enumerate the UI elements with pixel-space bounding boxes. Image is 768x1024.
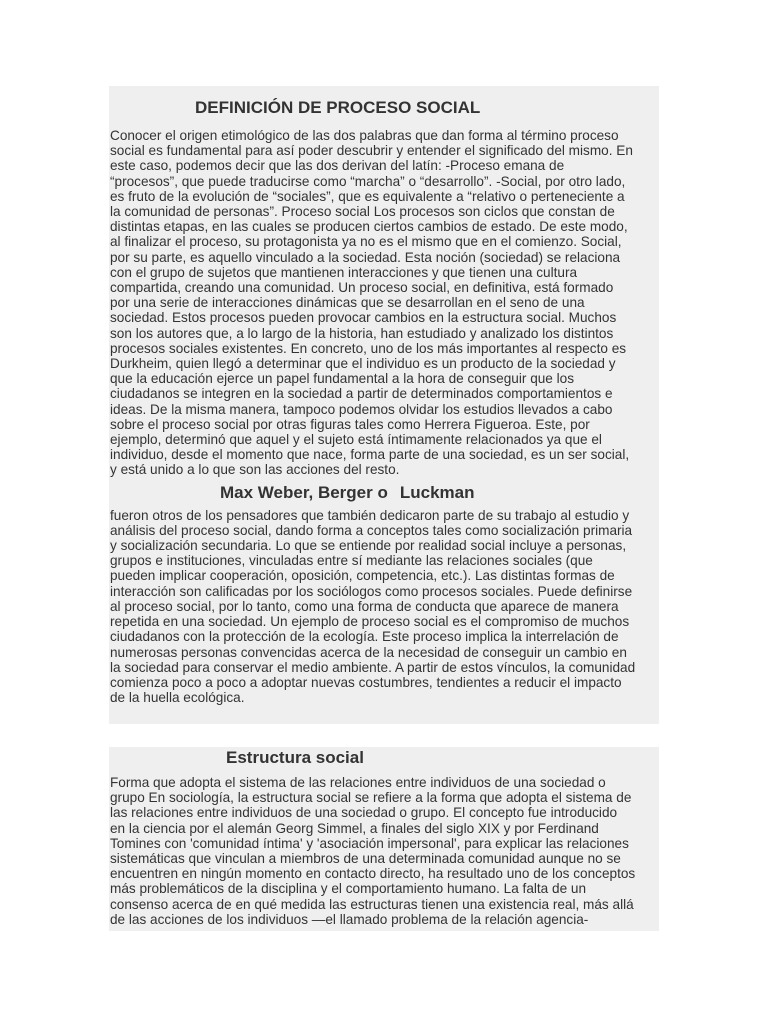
- text-line: sociedad. Estos procesos pueden provocar cambios en la estructura social. Muchos: [110, 310, 617, 326]
- paragraph-estructura: [110, 775, 658, 927]
- text-line: repetida en una sociedad. Un ejemplo de proceso social es el compromiso de muchos: [110, 614, 630, 630]
- section-title-definicion: DEFINICIÓN DE PROCESO SOCIAL: [195, 98, 481, 117]
- text-line: ciudadanos se integren en la sociedad a partir de determinados comportamientos e: [110, 386, 613, 402]
- text-line: encuentren en ningún momento en contacto directo, ha resultado uno de los conceptos: [110, 866, 636, 882]
- paragraph-authors: [110, 508, 658, 706]
- text-line: social es fundamental para así poder descubrir y entender el significado del mismo. En: [110, 143, 633, 159]
- text-line: y está unido a lo que son las acciones del resto.: [110, 462, 400, 478]
- text-line: la sociedad para conservar el medio ambiente. A partir de estos vínculos, la comunidad: [110, 659, 636, 675]
- text-line: es fruto de la evolución de “sociales”, que es equivalente a “relativo o perteneciente a: [110, 188, 625, 204]
- text-line: que la educación ejerce un papel fundamental a la hora de conseguir que los: [110, 371, 575, 387]
- text-line: por una serie de interacciones dinámicas que se desarrollan en el seno de una: [110, 295, 585, 311]
- text-line: ciudadanos con la protección de la ecología. Este proceso implica la interrelación de: [110, 629, 619, 645]
- text-line: Durkheim, quien llegó a determinar que el individuo es un producto de la sociedad y: [110, 356, 616, 372]
- text-line: fueron otros de los pensadores que también dedicaron parte de su trabajo al estudio y: [110, 507, 630, 523]
- text-line: individuo, desde el momento que nace, forma parte de una sociedad, es un ser social,: [110, 447, 630, 463]
- text-line: ideas. De la misma manera, tampoco podemos olvidar los estudios llevados a cabo: [110, 401, 613, 417]
- text-block-proceso-social: [109, 86, 659, 724]
- text-line: las relaciones entre individuos de una sociedad o grupo. El concepto fue introducido: [110, 805, 618, 821]
- text-line: Tomines con 'comunidad íntima' y 'asociación impersonal', para explicar las relaciones: [110, 835, 629, 851]
- text-line: procesos sociales existentes. En concreto, uno de los más importantes al respecto es: [110, 340, 627, 356]
- text-line: y socialización secundaria. Lo que se entiende por realidad social incluye a personas,: [110, 538, 627, 554]
- text-line: ejemplo, determinó que aquel y el sujeto está íntimamente relacionados ya que el: [110, 432, 602, 448]
- text-line: sistemáticas que vinculan a miembros de una determinada comunidad aunque no se: [110, 851, 621, 867]
- text-line: este caso, podemos decir que las dos derivan del latín: -Proceso emana de: [110, 158, 565, 174]
- text-line: sobre el proceso social por otras figuras tales como Herrera Figueroa. Este, por: [110, 416, 590, 432]
- authors-title-part2: Luckman: [399, 482, 475, 502]
- text-line: son los autores que, a lo largo de la historia, han estudiado y analizado los distintos: [110, 325, 614, 341]
- text-line: interacción son calificadas por los sociólogos como procesos sociales. Puede definirse: [110, 583, 633, 599]
- authors-title-part1: Max Weber, Berger o: [220, 482, 388, 502]
- text-line: en la ciencia por el alemán Georg Simmel, a finales del siglo XIX y por Ferdinand: [110, 820, 599, 836]
- text-line: al finalizar el proceso, su protagonista ya no es el mismo que en el comienzo. Social,: [110, 234, 622, 250]
- text-line: Forma que adopta el sistema de las relaciones entre individuos de una sociedad o: [110, 775, 606, 790]
- text-block-estructura-social: [109, 747, 659, 931]
- text-line: consenso acerca de en qué medida las estructuras tienen una existencia real, más allá: [110, 896, 634, 912]
- text-line: de las acciones de los individuos —el llamado problema de la relación agencia-: [110, 911, 589, 927]
- text-line: pueden implicar cooperación, oposición, competencia, etc.). Las distintas formas de: [110, 568, 615, 584]
- text-line: numerosas personas convencidas acerca de la necesidad de conseguir un cambio en: [110, 644, 627, 660]
- text-line: Conocer el origen etimológico de las dos palabras que dan forma al término proceso: [110, 128, 619, 143]
- section-title-estructura: Estructura social: [226, 748, 364, 767]
- text-line: análisis del proceso social, dando forma a conceptos tales como socialización primaria: [110, 522, 633, 538]
- text-line: grupo En sociología, la estructura social se refiere a la forma que adopta el sistema de: [110, 790, 632, 806]
- text-line: grupos e instituciones, vinculadas entre sí mediante las relaciones sociales (que: [110, 553, 593, 569]
- text-line: con el grupo de sujetos que mantienen interacciones y que tienen una cultura: [110, 264, 578, 280]
- text-line: compartida, creando una comunidad. Un proceso social, en definitiva, está formado: [110, 280, 614, 296]
- section-title-authors: [110, 481, 658, 505]
- text-line: más problemáticos de la disciplina y el comportamiento humano. La falta de un: [110, 881, 587, 897]
- text-line: la comunidad de personas”. Proceso social Los procesos son ciclos que constan de: [110, 204, 615, 220]
- text-line: distintas etapas, en las cuales se producen ciertos cambios de estado. De este modo,: [110, 219, 628, 235]
- text-line: al proceso social, por lo tanto, como una forma de conducta que aparece de manera: [110, 598, 619, 614]
- text-line: de la huella ecológica.: [110, 690, 245, 706]
- text-line: por su parte, es aquello vinculado a la sociedad. Esta noción (sociedad) se relaciona: [110, 249, 621, 265]
- text-line: comienza poco a poco a adoptar nuevas costumbres, tendientes a reducir el impacto: [110, 674, 622, 690]
- text-line: “procesos”, que puede traducirse como “marcha” o “desarrollo”. -Social, por otro lado,: [110, 173, 626, 189]
- paragraph-definicion: [110, 128, 658, 478]
